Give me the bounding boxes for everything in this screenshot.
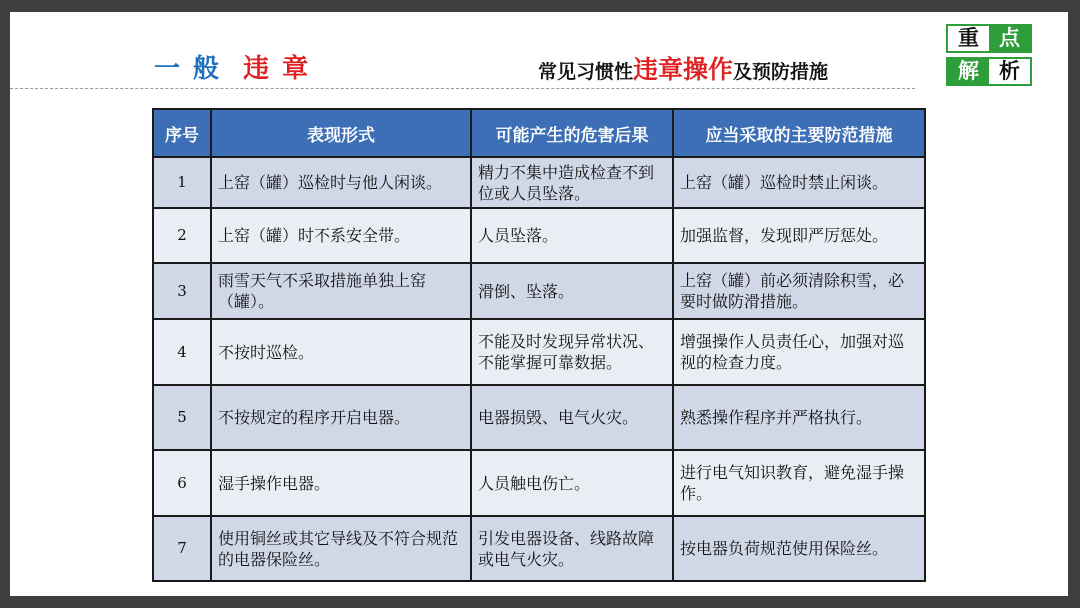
key-analysis-badge [946,24,1032,88]
table-row [153,263,925,319]
cell-measure: 加强监督，发现即严厉惩处。 [673,208,925,263]
cell-measure: 按电器负荷规范使用保险丝。 [673,516,925,581]
badge-char-2: 点 [989,26,1030,51]
title-part-general: 一 般 [154,54,222,84]
header-form: 表现形式 [211,109,471,157]
cell-harm: 滑倒、坠落。 [471,263,673,319]
table-row [153,208,925,263]
cell-number: 6 [153,450,211,516]
subtitle-suffix: 及预防措施 [733,61,829,83]
title-part-violation: 违 章 [243,54,311,84]
table-header-row [153,109,925,157]
subtitle-prefix: 常见习惯性 [538,61,634,83]
badge-char-3: 解 [948,59,989,84]
cell-measure: 进行电气知识教育，避免湿手操作。 [673,450,925,516]
badge-row-1 [946,24,1032,53]
cell-harm: 精力不集中造成检查不到位或人员坠落。 [471,157,673,208]
cell-measure: 增强操作人员责任心，加强对巡视的检查力度。 [673,319,925,385]
cell-harm: 电器损毁、电气火灾。 [471,385,673,450]
cell-measure: 上窑（罐）巡检时禁止闲谈。 [673,157,925,208]
badge-row-2 [946,57,1032,86]
badge-char-4: 析 [989,59,1030,84]
table-row [153,319,925,385]
cell-form: 湿手操作电器。 [211,450,471,516]
cell-number: 2 [153,208,211,263]
title-divider [10,88,915,89]
cell-measure: 熟悉操作程序并严格执行。 [673,385,925,450]
cell-harm: 不能及时发现异常状况、不能掌握可靠数据。 [471,319,673,385]
page-subtitle [538,50,828,86]
cell-measure: 上窑（罐）前必须清除积雪，必要时做防滑措施。 [673,263,925,319]
cell-form: 上窑（罐）巡检时与他人闲谈。 [211,157,471,208]
cell-number: 3 [153,263,211,319]
subtitle-emphasis: 违章操作 [633,55,734,84]
violation-table [152,108,926,582]
cell-harm: 引发电器设备、线路故障或电气火灾。 [471,516,673,581]
cell-form: 雨雪天气不采取措施单独上窑（罐）。 [211,263,471,319]
cell-form: 使用铜丝或其它导线及不符合规范的电器保险丝。 [211,516,471,581]
cell-number: 1 [153,157,211,208]
cell-form: 不按规定的程序开启电器。 [211,385,471,450]
slide [10,12,1068,596]
cell-harm: 人员坠落。 [471,208,673,263]
table-row [153,516,925,581]
cell-number: 5 [153,385,211,450]
cell-number: 7 [153,516,211,581]
table-row [153,157,925,208]
cell-harm: 人员触电伤亡。 [471,450,673,516]
cell-form: 上窑（罐）时不系安全带。 [211,208,471,263]
header-number: 序号 [153,109,211,157]
cell-form: 不按时巡检。 [211,319,471,385]
table-row [153,450,925,516]
cell-number: 4 [153,319,211,385]
page-title [154,48,310,85]
header-measure: 应当采取的主要防范措施 [673,109,925,157]
header-harm: 可能产生的危害后果 [471,109,673,157]
table-row [153,385,925,450]
badge-char-1: 重 [948,26,989,51]
